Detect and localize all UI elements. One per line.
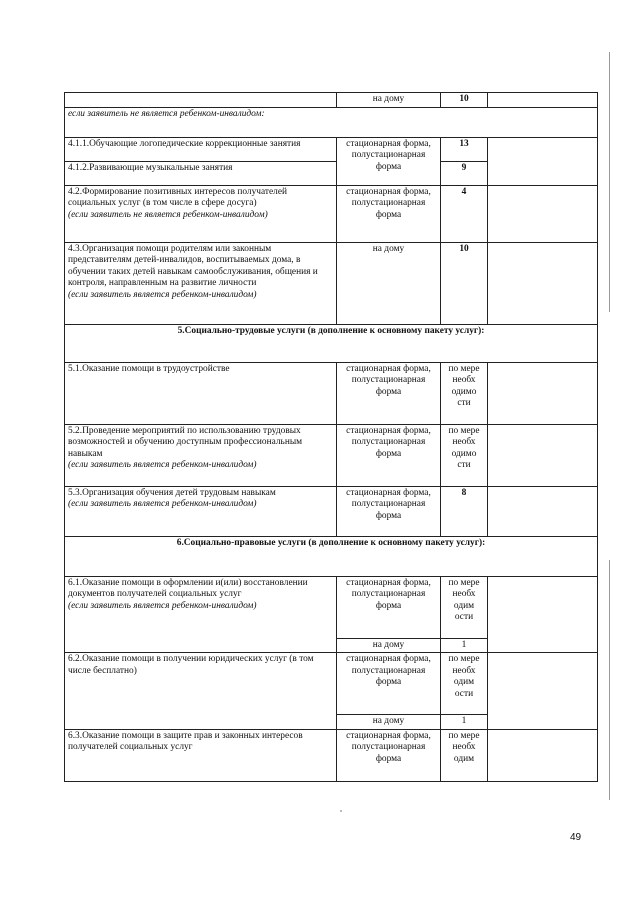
quantity-cell: по мере необх одим ости — [441, 653, 488, 715]
table-row — [65, 577, 598, 639]
service-note: (если заявитель не является ребенком-инвалидом) — [68, 209, 268, 220]
table-row — [65, 487, 598, 537]
extra-cell — [488, 425, 598, 487]
quantity-cell: 1 — [441, 715, 488, 729]
quantity-cell: 4 — [441, 186, 488, 243]
services-table — [64, 92, 598, 782]
form-cell: стационарная форма, полустационарная форма — [337, 577, 441, 639]
service-cell — [65, 425, 337, 487]
service-text: 4.3.Организация помощи родителям или законным представителям детей-инвалидов, воспитываемых дома, в обучении таких детей навыкам самообслуживания, общения и контроля, направленным на развитие личности — [68, 244, 318, 289]
extra-cell — [488, 138, 598, 186]
service-cell: 4.1.1.Обучающие логопедические коррекционные занятия — [65, 138, 337, 162]
service-cell — [65, 243, 337, 325]
quantity-cell: по мере необх одимо сти — [441, 363, 488, 425]
quantity-cell: по мере необх одим ости — [441, 577, 488, 639]
table-row — [65, 729, 598, 781]
scan-speck — [340, 810, 342, 812]
form-cell: стационарная форма, полустационарная форма — [337, 487, 441, 537]
table-row — [65, 537, 598, 577]
quantity-cell: 9 — [441, 162, 488, 186]
form-cell: стационарная форма, полустационарная форма — [337, 729, 441, 781]
service-cell — [65, 577, 337, 653]
service-cell: 6.3.Оказание помощи в защите прав и законных интересов получателей социальных услуг — [65, 729, 337, 781]
table-row — [65, 653, 598, 715]
table-row — [65, 363, 598, 425]
service-cell: 4.1.2.Развивающие музыкальные занятия — [65, 162, 337, 186]
quantity-cell: по мере необх одим — [441, 729, 488, 781]
quantity-cell: 1 — [441, 639, 488, 653]
scan-margin-line — [609, 560, 610, 800]
service-cell: 5.1.Оказание помощи в трудоустройстве — [65, 363, 337, 425]
scan-margin-line — [609, 52, 610, 312]
service-text: 4.2.Формирование позитивных интересов получателей социальных услуг (в том числе в сфере досуга) — [68, 187, 288, 209]
form-cell: на дому — [337, 243, 441, 325]
condition-note: если заявитель не является ребенком-инвалидом: — [65, 108, 598, 138]
page-number: 49 — [570, 832, 582, 843]
service-note: (если заявитель является ребенком-инвалидом) — [68, 289, 257, 300]
form-cell: стационарная форма, полустационарная форма — [337, 363, 441, 425]
extra-cell — [488, 243, 598, 325]
service-cell — [65, 487, 337, 537]
table-row — [65, 243, 598, 325]
form-cell: стационарная форма, полустационарная форма — [337, 653, 441, 715]
service-note: (если заявитель является ребенком-инвалидом) — [68, 460, 257, 471]
extra-cell — [488, 487, 598, 537]
service-note: (если заявитель является ребенком-инвалидом) — [68, 600, 257, 611]
table-row — [65, 186, 598, 243]
service-note: (если заявитель является ребенком-инвалидом) — [68, 499, 257, 510]
form-cell: стационарная форма, полустационарная форма — [337, 138, 441, 186]
extra-cell — [488, 93, 598, 108]
service-text: 5.3.Организация обучения детей трудовым навыкам — [68, 488, 276, 498]
extra-cell — [488, 186, 598, 243]
form-cell: на дому — [337, 715, 441, 729]
table-row — [65, 93, 598, 108]
extra-cell — [488, 729, 598, 781]
service-text: 5.2.Проведение мероприятий по использованию трудовых возможностей и обучению доступным профессиональным навыкам — [68, 426, 303, 459]
section-heading: 5.Социально-трудовые услуги (в дополнение к основному пакету услуг): — [65, 325, 598, 363]
quantity-cell: 10 — [441, 93, 488, 108]
service-text: 6.1.Оказание помощи в оформлении и(или) восстановлении документов получателей социальных услуг — [68, 578, 308, 600]
service-cell — [65, 93, 337, 108]
form-cell: стационарная форма, полустационарная форма — [337, 186, 441, 243]
quantity-cell: 10 — [441, 243, 488, 325]
form-cell: стационарная форма, полустационарная форма — [337, 425, 441, 487]
form-cell: на дому — [337, 639, 441, 653]
section-heading: 6.Социально-правовые услуги (в дополнение к основному пакету услуг): — [65, 537, 598, 577]
form-cell: на дому — [337, 93, 441, 108]
quantity-cell: 13 — [441, 138, 488, 162]
extra-cell — [488, 363, 598, 425]
extra-cell — [488, 653, 598, 729]
table-row — [65, 108, 598, 138]
quantity-cell: 8 — [441, 487, 488, 537]
service-cell — [65, 186, 337, 243]
extra-cell — [488, 577, 598, 653]
service-cell: 6.2.Оказание помощи в получении юридических услуг (в том числе бесплатно) — [65, 653, 337, 729]
quantity-cell: по мере необх одимо сти — [441, 425, 488, 487]
table-row — [65, 138, 598, 162]
table-row — [65, 425, 598, 487]
table-row — [65, 325, 598, 363]
